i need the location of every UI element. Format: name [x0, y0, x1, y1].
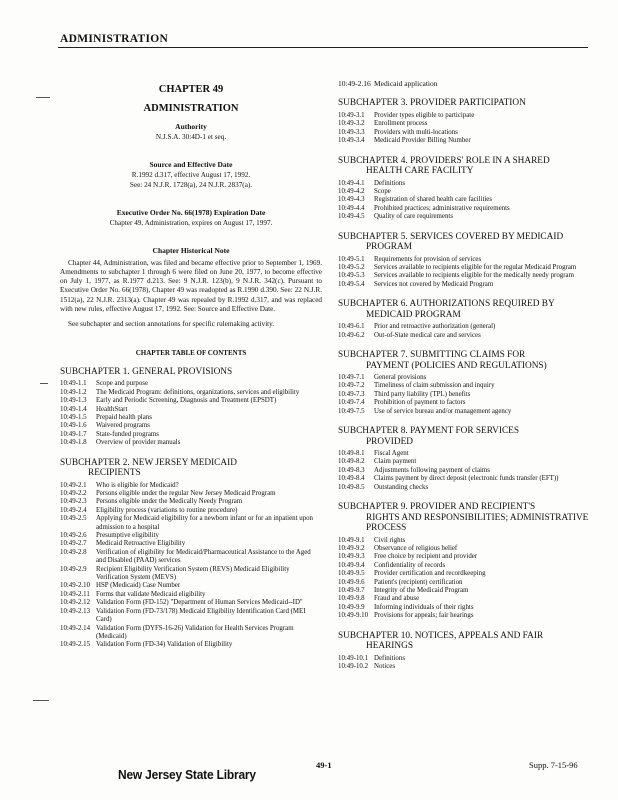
section-number: 10:49-2.13 [60, 607, 91, 615]
section-number: 10:49-7.5 [338, 407, 365, 415]
section-title: Quality of care requirements [374, 213, 454, 221]
toc-entry [338, 595, 590, 603]
section-number: 10:49-2.1 [60, 481, 87, 489]
toc-entry [338, 281, 590, 289]
section-title: Fiscal Agent [374, 450, 409, 458]
executive-order-heading: Executive Order No. 66(1978) Expiration Date [116, 207, 266, 217]
section-number: 10:49-7.3 [338, 390, 365, 398]
toc-entry [60, 641, 322, 649]
section-title: HSP (Medicaid) Case Number [96, 582, 181, 590]
section-title: Applying for Medicaid eligibility for a newborn infant or for an inpatient upon admission to a hospital [96, 515, 314, 531]
section-number: 10:49-1.8 [60, 439, 87, 447]
section-title: Integrity of the Medicaid Program [374, 587, 469, 594]
section-title: Prohibited practices; administrative requirements [374, 204, 510, 212]
toc-entry [338, 120, 590, 128]
section-title: Free choice by recipient and provider [374, 553, 478, 561]
chapter-number: CHAPTER 49 [158, 84, 224, 95]
toc-entry [338, 475, 590, 483]
running-head: ADMINISTRATION [60, 33, 169, 45]
section-title: Prohibition of payment to factors [374, 399, 466, 407]
section-title: Provider certification and recordkeeping [374, 570, 486, 578]
toc-entry [338, 264, 590, 272]
toc-entry [338, 137, 590, 145]
section-title: Early and Periodic Screening, Diagnosis and Treatment (EPSDT) [96, 397, 277, 405]
section-number: 10:49-1.3 [60, 397, 87, 405]
section-number: 10:49-9.3 [338, 553, 365, 561]
section-title: Definitions [374, 654, 406, 662]
toc-entry [338, 332, 590, 340]
section-number: 10:49-10.2 [338, 663, 369, 671]
executive-order-text: Chapter 49, Administration, expires on August 17, 1997. [109, 218, 273, 227]
subchapter-heading [338, 502, 590, 534]
toc-entry [338, 570, 590, 578]
section-title: Medicaid application [374, 79, 438, 88]
section-title: The Medicaid Program: definitions, organizations, services and eligibility [96, 388, 300, 396]
subchapter-heading [338, 350, 590, 371]
section-title: Claim payment [374, 458, 417, 466]
section-title: Third party liability (TPL) benefits [374, 390, 471, 398]
subchapter-block [338, 156, 590, 222]
section-number: 10:49-9.6 [338, 578, 365, 586]
subchapter-heading-line: SUBCHAPTER 6. AUTHORIZATIONS REQUIRED BY [338, 299, 555, 310]
toc-entry [338, 612, 590, 620]
section-title: Eligibility process (variations to routine procedure) [96, 506, 238, 514]
toc-entry [338, 323, 590, 331]
section-number: 10:49-9.5 [338, 570, 365, 578]
toc-entry [60, 389, 322, 397]
subchapter-block [338, 299, 590, 340]
toc-entry [338, 579, 590, 587]
left-subchapter-list [60, 367, 322, 650]
toc-entry [338, 484, 590, 492]
subchapter-heading-continuation: RECIPIENTS [88, 468, 141, 479]
toc-entry [338, 180, 590, 188]
section-title: Outstanding checks [374, 483, 429, 491]
toc-entry [60, 414, 322, 422]
subchapter-block [338, 232, 590, 290]
section-number: 10:49-2.3 [60, 498, 87, 506]
section-number: 10:49-8.5 [338, 483, 365, 491]
section-number: 10:49-3.4 [338, 137, 365, 145]
section-number: 10:49-1.6 [60, 422, 87, 430]
section-title: Requirements for provision of services [374, 255, 482, 263]
section-title: Claims payment by direct deposit (electronic funds transfer (EFT)) [374, 475, 559, 483]
section-title: Confidentiality of records [374, 561, 446, 569]
subchapter-heading-line: SUBCHAPTER 3. PROVIDER PARTICIPATION [338, 98, 526, 109]
authority-text: N.J.S.A. 30:4D-1 et seq. [155, 133, 227, 141]
source-line: R.1992 d.317, effective August 17, 1992. [131, 171, 251, 180]
section-number: 10:49-8.3 [338, 466, 365, 474]
subchapter-block [338, 502, 590, 621]
toc-entry [338, 112, 590, 120]
section-number: 10:49-1.5 [60, 413, 87, 421]
section-title: Persons eligible under the Medically Needy Program [96, 498, 243, 506]
section-number: 10:49-3.3 [338, 128, 365, 136]
section-title: Validation Form (FD-34) Validation of Eligibility [96, 641, 233, 649]
subchapter-heading-line: SUBCHAPTER 9. PROVIDER AND RECIPIENT'S [338, 502, 536, 513]
subchapter-heading [60, 458, 322, 479]
subchapter-heading [338, 631, 590, 652]
toc-entry [338, 545, 590, 553]
subchapter-block [338, 426, 590, 492]
subchapter-heading-line: SUBCHAPTER 7. SUBMITTING CLAIMS FOR [338, 350, 526, 360]
toc-entry [60, 540, 322, 548]
subchapter-heading-continuation: PAYMENT (POLICIES AND REGULATIONS) [366, 360, 547, 371]
section-number: 10:49-1.1 [60, 380, 87, 388]
section-number: 10:49-2.16 [338, 79, 371, 88]
toc-entry [60, 549, 322, 566]
toc-entry [60, 397, 322, 405]
section-number: 10:49-2.10 [60, 582, 91, 590]
toc-entry [338, 188, 590, 196]
margin-mark [36, 97, 50, 98]
toc-entry [338, 196, 590, 204]
subchapter-heading-line: SUBCHAPTER 8. PAYMENT FOR SERVICES [338, 426, 520, 437]
subchapter-heading [60, 367, 322, 378]
toc-entry [338, 374, 590, 382]
section-title: Medicaid Provider Billing Number [374, 137, 471, 145]
section-title: Services available to recipients eligible for the regular Medicaid Program [374, 263, 577, 271]
section-title: Waivered programs [96, 422, 150, 430]
section-number: 10:49-8.1 [338, 450, 365, 458]
subchapter-heading-continuation: MEDICAID PROGRAM [366, 309, 461, 320]
section-number: 10:49-2.15 [60, 641, 91, 649]
section-number: 10:49-9.7 [338, 587, 365, 594]
toc-entry [60, 515, 322, 532]
section-number: 10:49-9.1 [338, 536, 365, 544]
section-number: 10:49-2.5 [60, 515, 87, 523]
section-title: Presumptive eligibility [96, 532, 159, 540]
toc-entry [338, 587, 590, 595]
toc-entry [338, 205, 590, 213]
section-number: 10:49-7.4 [338, 399, 365, 407]
subchapter-heading-continuation: HEALTH CARE FACILITY [366, 166, 474, 177]
subchapter-heading-continuation: PROVIDED [366, 436, 414, 447]
section-title: Adjustments following payment of claims [374, 466, 490, 474]
section-title: Validation Form (FD-152) "Department of Human Services Medicaid--ID" [96, 599, 303, 607]
toc-entry [338, 458, 590, 466]
section-title: Overview of provider manuals [96, 439, 181, 447]
section-title: Validation Form (FD-73/178) Medicaid Eligibility Identification Card (MEI Card) [96, 607, 306, 624]
section-number: 10:49-8.4 [338, 475, 365, 483]
toc-entry [60, 566, 322, 583]
section-number: 10:49-9.10 [338, 612, 369, 620]
section-title: Observance of religious belief [374, 544, 458, 552]
subchapter-block [338, 98, 590, 145]
toc-heading: CHAPTER TABLE OF CONTENTS [135, 348, 247, 357]
section-number: 10:49-9.8 [338, 595, 365, 603]
authority-heading: Authority [175, 122, 207, 131]
left-column [60, 80, 322, 650]
section-title: Recipient Eligibility Verification System (REVS) Medicaid Eligibility Verification System (MEVS) [96, 565, 290, 582]
subchapter-heading-line: SUBCHAPTER 1. GENERAL PROVISIONS [60, 366, 233, 377]
section-number: 10:49-7.2 [338, 382, 365, 390]
toc-entry [338, 382, 590, 390]
section-number: 10:49-10.1 [338, 654, 369, 662]
subchapter-block [60, 458, 322, 650]
toc-entry [338, 467, 590, 475]
toc-entry [338, 450, 590, 458]
section-number: 10:49-7.1 [338, 374, 365, 381]
toc-entry [60, 422, 322, 430]
section-number: 10:49-9.4 [338, 561, 365, 569]
subchapter-heading [338, 98, 590, 109]
toc-entry [60, 439, 322, 447]
page-number: 49-1 [316, 760, 332, 770]
toc-entry [60, 507, 322, 515]
section-title: Scope [374, 187, 391, 195]
section-title: Prepaid health plans [96, 413, 152, 421]
subchapter-heading [338, 232, 590, 253]
section-number: 10:49-1.4 [60, 405, 87, 413]
section-number: 10:49-2.4 [60, 506, 87, 514]
section-title: General provisions [374, 374, 427, 381]
toc-entry [60, 380, 322, 388]
toc-entry [338, 655, 590, 663]
section-number: 10:49-6.2 [338, 331, 365, 339]
section-title: Prior and retroactive authorization (general) [374, 323, 496, 331]
subchapter-block [60, 367, 322, 448]
subchapter-heading-line: SUBCHAPTER 5. SERVICES COVERED BY MEDICAID [338, 231, 564, 242]
section-title: Scope and purpose [96, 380, 149, 388]
section-title: Civil rights [374, 536, 406, 544]
section-title: Verification of eligibility for Medicaid/Pharmaceutical Assistance to the Aged and Disabled (PAAD) services [96, 548, 311, 565]
toc-entry [60, 490, 322, 498]
subchapter-heading [338, 299, 590, 320]
section-title: Use of service bureau and/or management agency [374, 407, 512, 415]
toc-entry [60, 599, 322, 607]
section-title: Definitions [374, 179, 406, 187]
section-title: Provisions for appeals; fair hearings [374, 612, 474, 620]
section-title: Medicaid Retroactive Eligibility [96, 540, 186, 548]
section-number: 10:49-1.7 [60, 430, 87, 438]
toc-entry [338, 256, 590, 264]
section-number: 10:49-6.1 [338, 323, 365, 331]
section-title: Informing individuals of their rights [374, 603, 474, 611]
section-title: State-funded programs [96, 430, 159, 438]
see-annotations-text: See subchapter and section annotations for specific rulemaking activity. [68, 319, 275, 328]
subchapter-block [338, 631, 590, 672]
subchapter-heading-continuation: PROGRAM [366, 242, 412, 253]
margin-mark [33, 700, 49, 701]
section-number: 10:49-2.14 [60, 624, 91, 632]
toc-entry [338, 562, 590, 570]
subchapter-heading-continuation: RIGHTS AND RESPONSIBILITIES; ADMINISTRATIVE PROCESS [366, 512, 589, 534]
section-number: 10:49-5.3 [338, 272, 365, 280]
toc-entry [60, 625, 322, 642]
section-title: HealthStart [96, 405, 128, 413]
toc-entry [338, 80, 590, 88]
section-title: Enrollment process [374, 120, 428, 128]
header-rule [58, 47, 588, 48]
toc-entry [60, 482, 322, 490]
supplement-date: Supp. 7-15-96 [529, 760, 578, 770]
section-number: 10:49-2.12 [60, 599, 91, 607]
section-number: 10:49-5.4 [338, 280, 365, 288]
section-number: 10:49-2.7 [60, 540, 87, 548]
toc-entry [60, 608, 322, 625]
toc-entry [60, 582, 322, 590]
section-number: 10:49-4.4 [338, 204, 365, 212]
toc-entry [338, 213, 590, 221]
toc-entry [338, 537, 590, 545]
section-number: 10:49-4.1 [338, 179, 365, 187]
section-number: 10:49-4.5 [338, 213, 365, 221]
section-title: Timeliness of claim submission and inquiry [374, 382, 495, 390]
section-title: Forms that validate Medicaid eligibility [96, 590, 206, 598]
section-number: 10:49-4.3 [338, 196, 365, 204]
subchapter-heading [338, 156, 590, 177]
section-number: 10:49-1.2 [60, 388, 87, 396]
section-title: Out-of-State medical care and services [374, 331, 481, 339]
section-number: 10:49-2.6 [60, 532, 87, 540]
toc-entry [60, 591, 322, 599]
section-title: Provider types eligible to participate [374, 111, 475, 119]
section-number: 10:49-5.2 [338, 263, 365, 271]
section-title: Services available to recipients eligible for the medically needy program [374, 272, 574, 280]
section-title: Notices [374, 663, 396, 671]
history-text: Chapter 44, Administration, was filed and became effective prior to September 1, 1969. Amendments to subchapter 1 through 6 were filed on June 20, 1977, to become effective on July 1, 1977, as R.1977 d.213. See: 9 N.J.R. 123(b), 9 N.J.R. 342(c). Pursuant to Executive Order No. 66(1978), Chapter 49 was readopted as R.1990 d.390. See: 22 N.J.R. 1512(a), 22 N.J.R. 2313(a). Chapter 49 was repealed by R.1992 d.317, and was replaced with new rules, effective August 17, 1992. See: Source and Effective Date. [60, 259, 322, 313]
section-title: Services not covered by Medicaid Program [374, 280, 494, 288]
toc-entry [338, 399, 590, 407]
section-title: Patient's (recipient) certification [374, 578, 463, 586]
toc-entry [338, 129, 590, 137]
subchapter-block [338, 350, 590, 416]
section-number: 10:49-3.1 [338, 111, 365, 119]
toc-entry [338, 553, 590, 561]
section-number: 10:49-5.1 [338, 255, 365, 263]
toc-entry [338, 408, 590, 416]
section-title: Fraud and abuse [374, 595, 420, 603]
section-title: Providers with multi-locations [374, 128, 458, 136]
section-title: Who is eligible for Medicaid? [96, 481, 179, 489]
section-number: 10:49-8.2 [338, 458, 365, 466]
toc-entry [60, 431, 322, 439]
subchapter-heading-line: SUBCHAPTER 10. NOTICES, APPEALS AND FAIR [338, 630, 544, 641]
source-line: See: 24 N.J.R. 1728(a), 24 N.J.R. 2837(a). [129, 180, 253, 189]
toc-entry [60, 498, 322, 506]
section-number: 10:49-2.8 [60, 548, 87, 556]
library-stamp: New Jersey State Library [118, 767, 256, 782]
section-number: 10:49-2.9 [60, 565, 87, 573]
subchapter-heading-line: SUBCHAPTER 2. NEW JERSEY MEDICAID [60, 457, 237, 468]
section-number: 10:49-9.9 [338, 603, 365, 611]
section-title: Registration of shared health care facilities [374, 196, 493, 204]
toc-entry [338, 272, 590, 280]
toc-entry [338, 604, 590, 612]
section-title: Validation Form (DYFS-16-26) Validation for Health Services Program (Medicaid) [96, 624, 294, 640]
subchapter-heading-line: SUBCHAPTER 4. PROVIDERS' ROLE IN A SHARED [338, 155, 550, 166]
margin-mark [40, 383, 48, 384]
subchapter-heading [338, 426, 590, 447]
section-number: 10:49-2.2 [60, 490, 87, 497]
toc-entry [60, 532, 322, 540]
right-column [338, 80, 590, 671]
toc-entry [338, 663, 590, 671]
subchapter-heading-continuation: HEARINGS [366, 641, 414, 652]
section-title: Persons eligible under the regular New Jersey Medicaid Program [96, 490, 276, 497]
right-subchapter-list [338, 98, 590, 671]
toc-entry [60, 406, 322, 414]
source-heading: Source and Effective Date [149, 160, 233, 170]
toc-entry [338, 391, 590, 399]
section-number: 10:49-9.2 [338, 544, 365, 552]
history-heading: Chapter Historical Note [152, 246, 230, 256]
section-number: 10:49-3.2 [338, 120, 365, 128]
section-number: 10:49-4.2 [338, 187, 365, 195]
section-number: 10:49-2.11 [60, 590, 90, 598]
chapter-title: ADMINISTRATION [143, 103, 239, 114]
